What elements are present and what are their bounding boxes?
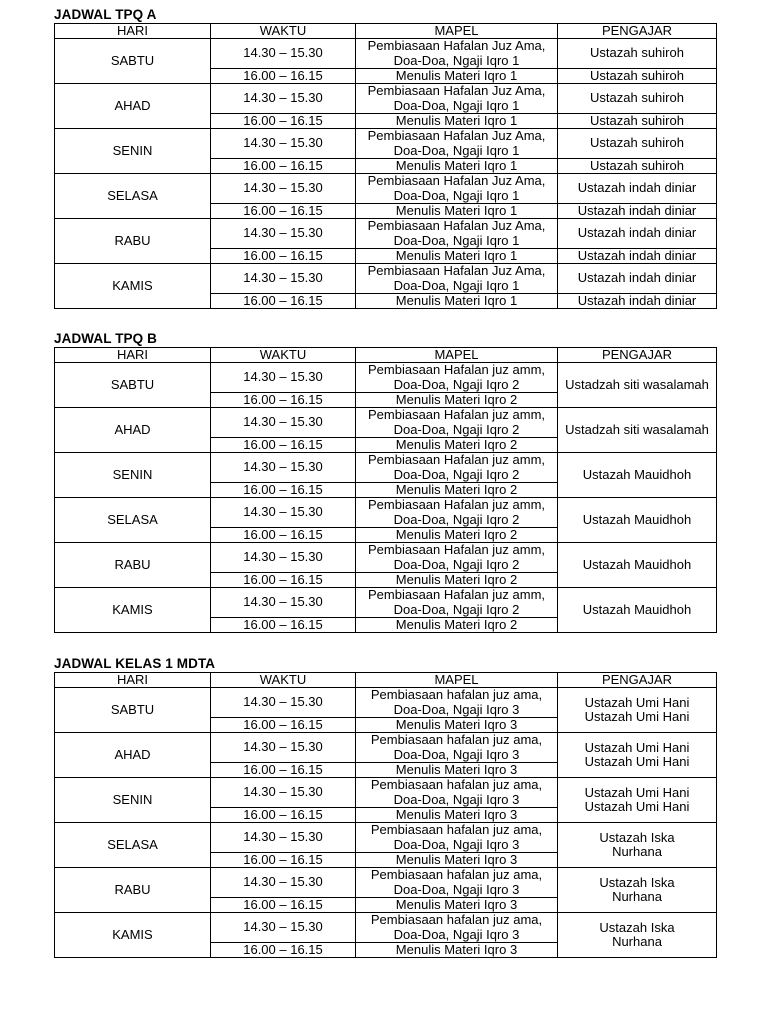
time-cell: 14.30 – 15.30 bbox=[211, 868, 356, 898]
subject-cell: Menulis Materi Iqro 3 bbox=[356, 898, 558, 913]
table-header-row bbox=[55, 348, 717, 363]
time-cell: 14.30 – 15.30 bbox=[211, 174, 356, 204]
subject-cell: Pembiasaan hafalan juz ama, Doa-Doa, Ngaji Iqro 3 bbox=[356, 868, 558, 898]
header-pengajar: PENGAJAR bbox=[558, 24, 717, 39]
day-cell: SABTU bbox=[55, 363, 211, 408]
day-cell: RABU bbox=[55, 543, 211, 588]
table-row bbox=[55, 363, 717, 393]
teacher-cell: Ustazah Mauidhoh bbox=[558, 543, 717, 588]
teacher-line: Ustazah Umi Hani bbox=[584, 694, 690, 710]
header-pengajar: PENGAJAR bbox=[558, 348, 717, 363]
table-row bbox=[55, 408, 717, 438]
teacher-cell: Ustazah indah diniar bbox=[558, 264, 717, 294]
table-header-row bbox=[55, 24, 717, 39]
header-pengajar: PENGAJAR bbox=[558, 673, 717, 688]
time-cell: 14.30 – 15.30 bbox=[211, 84, 356, 114]
subject-cell: Menulis Materi Iqro 3 bbox=[356, 763, 558, 778]
table-row bbox=[55, 588, 717, 618]
teacher-line: Ustazah Iska bbox=[599, 874, 675, 890]
table-row bbox=[55, 174, 717, 204]
subject-cell: Pembiasaan hafalan juz ama, Doa-Doa, Ngaji Iqro 3 bbox=[356, 823, 558, 853]
subject-cell: Menulis Materi Iqro 1 bbox=[356, 249, 558, 264]
subject-cell: Pembiasaan hafalan juz ama, Doa-Doa, Ngaji Iqro 3 bbox=[356, 688, 558, 718]
day-cell: SELASA bbox=[55, 174, 211, 219]
header-hari: HARI bbox=[55, 673, 211, 688]
time-cell: 16.00 – 16.15 bbox=[211, 573, 356, 588]
table-row bbox=[55, 868, 717, 898]
subject-cell: Pembiasaan Hafalan Juz Ama, Doa-Doa, Ngaji Iqro 1 bbox=[356, 174, 558, 204]
header-waktu: WAKTU bbox=[211, 348, 356, 363]
time-cell: 16.00 – 16.15 bbox=[211, 204, 356, 219]
teacher-cell: Ustazah Mauidhoh bbox=[558, 588, 717, 633]
teacher-cell: Ustazah indah diniar bbox=[558, 219, 717, 249]
time-cell: 14.30 – 15.30 bbox=[211, 778, 356, 808]
day-cell: SABTU bbox=[55, 688, 211, 733]
time-cell: 16.00 – 16.15 bbox=[211, 249, 356, 264]
time-cell: 16.00 – 16.15 bbox=[211, 618, 356, 633]
teacher-cell: Ustazah suhiroh bbox=[558, 159, 717, 174]
time-cell: 16.00 – 16.15 bbox=[211, 483, 356, 498]
subject-cell: Pembiasaan Hafalan Juz Ama, Doa-Doa, Ngaji Iqro 1 bbox=[356, 39, 558, 69]
day-cell: SELASA bbox=[55, 823, 211, 868]
header-mapel: MAPEL bbox=[356, 348, 558, 363]
table-row bbox=[55, 688, 717, 718]
teacher-cell bbox=[558, 868, 717, 913]
section-title: JADWAL KELAS 1 MDTA bbox=[54, 656, 216, 671]
subject-cell: Menulis Materi Iqro 3 bbox=[356, 808, 558, 823]
header-waktu: WAKTU bbox=[211, 673, 356, 688]
day-cell: SABTU bbox=[55, 39, 211, 84]
table-row bbox=[55, 498, 717, 528]
time-cell: 16.00 – 16.15 bbox=[211, 943, 356, 958]
teacher-line: Ustazah Umi Hani bbox=[584, 739, 690, 755]
day-cell: SENIN bbox=[55, 778, 211, 823]
table-row bbox=[55, 733, 717, 763]
time-cell: 14.30 – 15.30 bbox=[211, 688, 356, 718]
time-cell: 14.30 – 15.30 bbox=[211, 913, 356, 943]
subject-cell: Pembiasaan Hafalan juz amm, Doa-Doa, Ngaji Iqro 2 bbox=[356, 498, 558, 528]
teacher-line: Ustazah Iska bbox=[599, 829, 675, 845]
time-cell: 14.30 – 15.30 bbox=[211, 264, 356, 294]
day-cell: KAMIS bbox=[55, 264, 211, 309]
time-cell: 16.00 – 16.15 bbox=[211, 69, 356, 84]
time-cell: 14.30 – 15.30 bbox=[211, 733, 356, 763]
subject-cell: Menulis Materi Iqro 2 bbox=[356, 483, 558, 498]
section-title: JADWAL TPQ A bbox=[54, 7, 157, 22]
subject-cell: Pembiasaan Hafalan Juz Ama, Doa-Doa, Ngaji Iqro 1 bbox=[356, 129, 558, 159]
day-cell: AHAD bbox=[55, 733, 211, 778]
subject-cell: Pembiasaan Hafalan juz amm, Doa-Doa, Ngaji Iqro 2 bbox=[356, 453, 558, 483]
table-row bbox=[55, 913, 717, 943]
day-cell: SENIN bbox=[55, 129, 211, 174]
header-hari: HARI bbox=[55, 24, 211, 39]
subject-cell: Menulis Materi Iqro 2 bbox=[356, 393, 558, 408]
table-row bbox=[55, 129, 717, 159]
subject-cell: Menulis Materi Iqro 2 bbox=[356, 618, 558, 633]
day-cell: SENIN bbox=[55, 453, 211, 498]
teacher-cell: Ustazah indah diniar bbox=[558, 294, 717, 309]
time-cell: 16.00 – 16.15 bbox=[211, 294, 356, 309]
table-row bbox=[55, 39, 717, 69]
time-cell: 16.00 – 16.15 bbox=[211, 114, 356, 129]
teacher-cell: Ustazah indah diniar bbox=[558, 204, 717, 219]
teacher-line: Ustazah Umi Hani bbox=[584, 784, 690, 800]
time-cell: 16.00 – 16.15 bbox=[211, 528, 356, 543]
teacher-cell bbox=[558, 778, 717, 823]
subject-cell: Menulis Materi Iqro 1 bbox=[356, 159, 558, 174]
time-cell: 14.30 – 15.30 bbox=[211, 453, 356, 483]
teacher-line: Nurhana bbox=[612, 844, 662, 859]
time-cell: 16.00 – 16.15 bbox=[211, 159, 356, 174]
teacher-cell: Ustazah indah diniar bbox=[558, 174, 717, 204]
section-tpq-a bbox=[54, 7, 716, 309]
section-tpq-b bbox=[54, 331, 716, 633]
teacher-cell: Ustadzah siti wasalamah bbox=[558, 408, 717, 453]
time-cell: 14.30 – 15.30 bbox=[211, 408, 356, 438]
time-cell: 16.00 – 16.15 bbox=[211, 718, 356, 733]
time-cell: 14.30 – 15.30 bbox=[211, 129, 356, 159]
teacher-cell: Ustazah suhiroh bbox=[558, 84, 717, 114]
subject-cell: Menulis Materi Iqro 2 bbox=[356, 573, 558, 588]
subject-cell: Menulis Materi Iqro 3 bbox=[356, 943, 558, 958]
header-mapel: MAPEL bbox=[356, 673, 558, 688]
table-row bbox=[55, 543, 717, 573]
teacher-line: Ustazah Umi Hani bbox=[584, 754, 690, 769]
teacher-cell: Ustazah suhiroh bbox=[558, 69, 717, 84]
day-cell: AHAD bbox=[55, 408, 211, 453]
time-cell: 16.00 – 16.15 bbox=[211, 808, 356, 823]
subject-cell: Pembiasaan hafalan juz ama, Doa-Doa, Ngaji Iqro 3 bbox=[356, 733, 558, 763]
subject-cell: Pembiasaan Hafalan Juz Ama, Doa-Doa, Ngaji Iqro 1 bbox=[356, 264, 558, 294]
day-cell: AHAD bbox=[55, 84, 211, 129]
time-cell: 16.00 – 16.15 bbox=[211, 438, 356, 453]
teacher-cell bbox=[558, 733, 717, 778]
teacher-cell: Ustazah Mauidhoh bbox=[558, 498, 717, 543]
subject-cell: Pembiasaan Hafalan juz amm, Doa-Doa, Ngaji Iqro 2 bbox=[356, 588, 558, 618]
day-cell: SELASA bbox=[55, 498, 211, 543]
subject-cell: Menulis Materi Iqro 3 bbox=[356, 853, 558, 868]
time-cell: 16.00 – 16.15 bbox=[211, 393, 356, 408]
teacher-line: Ustazah Iska bbox=[599, 919, 675, 935]
teacher-cell: Ustazah indah diniar bbox=[558, 249, 717, 264]
subject-cell: Pembiasaan hafalan juz ama, Doa-Doa, Ngaji Iqro 3 bbox=[356, 778, 558, 808]
subject-cell: Pembiasaan hafalan juz ama, Doa-Doa, Ngaji Iqro 3 bbox=[356, 913, 558, 943]
subject-cell: Pembiasaan Hafalan juz amm, Doa-Doa, Ngaji Iqro 2 bbox=[356, 408, 558, 438]
day-cell: RABU bbox=[55, 868, 211, 913]
table-row bbox=[55, 823, 717, 853]
subject-cell: Menulis Materi Iqro 1 bbox=[356, 204, 558, 219]
schedule-table bbox=[54, 672, 717, 958]
header-waktu: WAKTU bbox=[211, 24, 356, 39]
subject-cell: Menulis Materi Iqro 1 bbox=[356, 69, 558, 84]
teacher-cell bbox=[558, 913, 717, 958]
teacher-cell bbox=[558, 688, 717, 733]
time-cell: 16.00 – 16.15 bbox=[211, 763, 356, 778]
section-kelas-1-mdta bbox=[54, 656, 716, 958]
time-cell: 16.00 – 16.15 bbox=[211, 853, 356, 868]
subject-cell: Pembiasaan Hafalan Juz Ama, Doa-Doa, Ngaji Iqro 1 bbox=[356, 84, 558, 114]
day-cell: KAMIS bbox=[55, 913, 211, 958]
table-row bbox=[55, 778, 717, 808]
teacher-cell: Ustazah suhiroh bbox=[558, 39, 717, 69]
time-cell: 14.30 – 15.30 bbox=[211, 823, 356, 853]
subject-cell: Menulis Materi Iqro 3 bbox=[356, 718, 558, 733]
day-cell: KAMIS bbox=[55, 588, 211, 633]
table-row bbox=[55, 219, 717, 249]
schedule-table bbox=[54, 23, 717, 309]
day-cell: RABU bbox=[55, 219, 211, 264]
subject-cell: Menulis Materi Iqro 2 bbox=[356, 528, 558, 543]
subject-cell: Menulis Materi Iqro 2 bbox=[356, 438, 558, 453]
table-header-row bbox=[55, 673, 717, 688]
time-cell: 16.00 – 16.15 bbox=[211, 898, 356, 913]
teacher-cell bbox=[558, 823, 717, 868]
time-cell: 14.30 – 15.30 bbox=[211, 543, 356, 573]
teacher-line: Nurhana bbox=[612, 889, 662, 904]
teacher-cell: Ustadzah siti wasalamah bbox=[558, 363, 717, 408]
teacher-line: Ustazah Umi Hani bbox=[584, 709, 690, 724]
teacher-line: Ustazah Umi Hani bbox=[584, 799, 690, 814]
teacher-cell: Ustazah suhiroh bbox=[558, 114, 717, 129]
teacher-cell: Ustazah suhiroh bbox=[558, 129, 717, 159]
subject-cell: Menulis Materi Iqro 1 bbox=[356, 294, 558, 309]
table-row bbox=[55, 84, 717, 114]
time-cell: 14.30 – 15.30 bbox=[211, 363, 356, 393]
time-cell: 14.30 – 15.30 bbox=[211, 39, 356, 69]
teacher-cell: Ustazah Mauidhoh bbox=[558, 453, 717, 498]
subject-cell: Pembiasaan Hafalan Juz Ama, Doa-Doa, Ngaji Iqro 1 bbox=[356, 219, 558, 249]
teacher-line: Nurhana bbox=[612, 934, 662, 949]
time-cell: 14.30 – 15.30 bbox=[211, 498, 356, 528]
subject-cell: Pembiasaan Hafalan juz amm, Doa-Doa, Ngaji Iqro 2 bbox=[356, 543, 558, 573]
subject-cell: Menulis Materi Iqro 1 bbox=[356, 114, 558, 129]
section-title: JADWAL TPQ B bbox=[54, 331, 157, 346]
time-cell: 14.30 – 15.30 bbox=[211, 219, 356, 249]
schedule-table bbox=[54, 347, 717, 633]
time-cell: 14.30 – 15.30 bbox=[211, 588, 356, 618]
header-mapel: MAPEL bbox=[356, 24, 558, 39]
subject-cell: Pembiasaan Hafalan juz amm, Doa-Doa, Ngaji Iqro 2 bbox=[356, 363, 558, 393]
table-row bbox=[55, 453, 717, 483]
table-row bbox=[55, 264, 717, 294]
header-hari: HARI bbox=[55, 348, 211, 363]
